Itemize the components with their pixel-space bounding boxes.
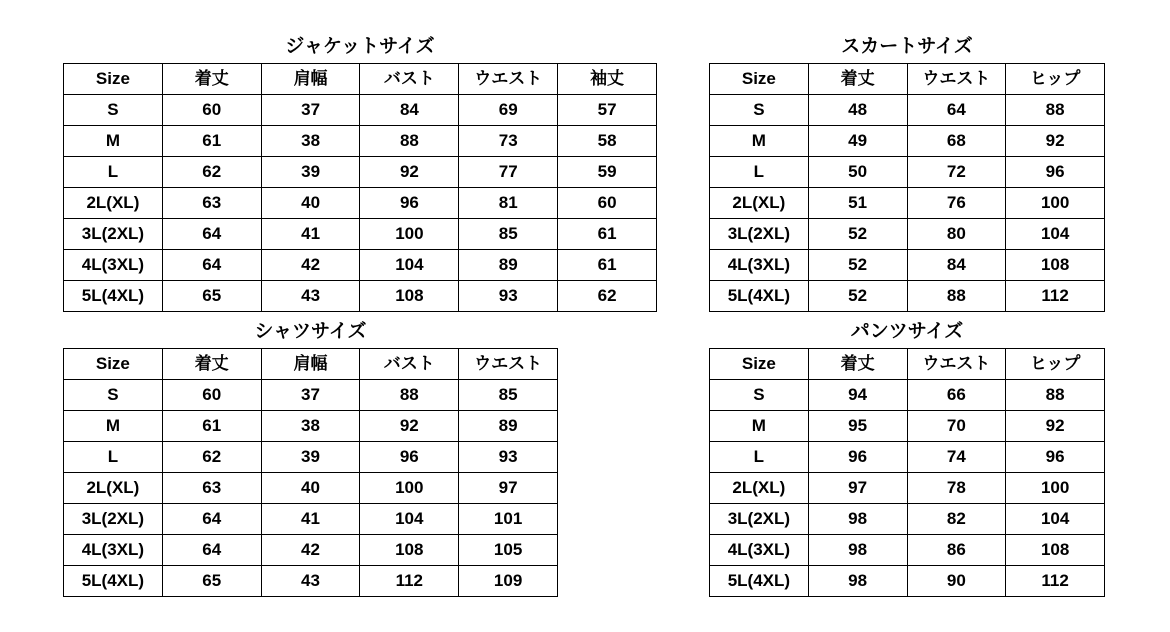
size-label-cell: 4L(3XL) [64, 250, 163, 281]
table-row [64, 219, 657, 250]
measurement-cell: 100 [1006, 188, 1105, 219]
header-measurement: 着丈 [162, 349, 261, 380]
size-label-cell: 3L(2XL) [710, 219, 809, 250]
measurement-cell: 88 [1006, 95, 1105, 126]
table-row [710, 566, 1105, 597]
measurement-cell: 60 [162, 380, 261, 411]
measurement-cell: 52 [808, 250, 907, 281]
table-row [64, 157, 657, 188]
header-size: Size [64, 64, 163, 95]
measurement-cell: 64 [162, 250, 261, 281]
measurement-cell: 61 [162, 126, 261, 157]
measurement-cell: 92 [360, 157, 459, 188]
table-row [710, 380, 1105, 411]
measurement-cell: 112 [1006, 281, 1105, 312]
measurement-cell: 43 [261, 281, 360, 312]
jacket-size-table [63, 63, 657, 312]
measurement-cell: 42 [261, 250, 360, 281]
measurement-cell: 73 [459, 126, 558, 157]
measurement-cell: 89 [459, 250, 558, 281]
measurement-cell: 86 [907, 535, 1006, 566]
size-label-cell: M [64, 126, 163, 157]
measurement-cell: 72 [907, 157, 1006, 188]
measurement-cell: 65 [162, 281, 261, 312]
measurement-cell: 96 [808, 442, 907, 473]
measurement-cell: 37 [261, 95, 360, 126]
measurement-cell: 64 [162, 504, 261, 535]
size-label-cell: L [710, 442, 809, 473]
table-row [710, 535, 1105, 566]
table-row [64, 442, 558, 473]
measurement-cell: 96 [1006, 442, 1105, 473]
measurement-cell: 108 [360, 535, 459, 566]
measurement-cell: 82 [907, 504, 1006, 535]
pants-table-title: パンツサイズ [850, 320, 964, 342]
size-label-cell: 5L(4XL) [64, 566, 163, 597]
measurement-cell: 43 [261, 566, 360, 597]
size-label-cell: 2L(XL) [710, 473, 809, 504]
table-row [64, 473, 558, 504]
table-row [710, 157, 1105, 188]
size-label-cell: 5L(4XL) [64, 281, 163, 312]
header-measurement: 肩幅 [261, 64, 360, 95]
measurement-cell: 100 [360, 219, 459, 250]
measurement-cell: 88 [360, 126, 459, 157]
measurement-cell: 58 [558, 126, 657, 157]
table-row [64, 411, 558, 442]
measurement-cell: 104 [1006, 219, 1105, 250]
table-row [64, 95, 657, 126]
size-label-cell: L [710, 157, 809, 188]
measurement-cell: 84 [360, 95, 459, 126]
shirt-table-title: シャツサイズ [254, 320, 367, 342]
measurement-cell: 39 [261, 157, 360, 188]
measurement-cell: 64 [907, 95, 1006, 126]
header-measurement: バスト [360, 349, 459, 380]
skirt-size-table [709, 63, 1105, 312]
measurement-cell: 108 [360, 281, 459, 312]
measurement-cell: 92 [1006, 126, 1105, 157]
table-row [710, 504, 1105, 535]
measurement-cell: 66 [907, 380, 1006, 411]
measurement-cell: 85 [459, 380, 558, 411]
measurement-cell: 93 [459, 442, 558, 473]
table-header-row [64, 64, 657, 95]
measurement-cell: 105 [459, 535, 558, 566]
size-label-cell: S [64, 380, 163, 411]
table-row [710, 442, 1105, 473]
measurement-cell: 40 [261, 188, 360, 219]
table-header-row [64, 349, 558, 380]
size-label-cell: M [710, 126, 809, 157]
header-measurement: 肩幅 [261, 349, 360, 380]
measurement-cell: 57 [558, 95, 657, 126]
measurement-cell: 98 [808, 566, 907, 597]
measurement-cell: 63 [162, 188, 261, 219]
measurement-cell: 60 [558, 188, 657, 219]
measurement-cell: 76 [907, 188, 1006, 219]
table-row [64, 504, 558, 535]
measurement-cell: 64 [162, 535, 261, 566]
measurement-cell: 89 [459, 411, 558, 442]
header-measurement: ウエスト [907, 64, 1006, 95]
measurement-cell: 112 [360, 566, 459, 597]
measurement-cell: 90 [907, 566, 1006, 597]
measurement-cell: 70 [907, 411, 1006, 442]
size-label-cell: 3L(2XL) [64, 219, 163, 250]
measurement-cell: 97 [459, 473, 558, 504]
measurement-cell: 41 [261, 219, 360, 250]
measurement-cell: 112 [1006, 566, 1105, 597]
header-size: Size [710, 349, 809, 380]
measurement-cell: 84 [907, 250, 1006, 281]
measurement-cell: 61 [558, 250, 657, 281]
table-row [64, 281, 657, 312]
table-row [710, 473, 1105, 504]
pants-size-table [709, 348, 1105, 597]
measurement-cell: 52 [808, 281, 907, 312]
table-row [64, 250, 657, 281]
measurement-cell: 96 [360, 188, 459, 219]
header-measurement: ウエスト [459, 349, 558, 380]
measurement-cell: 88 [360, 380, 459, 411]
size-label-cell: L [64, 442, 163, 473]
header-measurement: 着丈 [808, 349, 907, 380]
measurement-cell: 62 [162, 157, 261, 188]
table-row [64, 535, 558, 566]
measurement-cell: 61 [558, 219, 657, 250]
size-label-cell: 5L(4XL) [710, 566, 809, 597]
measurement-cell: 60 [162, 95, 261, 126]
size-label-cell: 5L(4XL) [710, 281, 809, 312]
size-label-cell: 2L(XL) [64, 188, 163, 219]
measurement-cell: 81 [459, 188, 558, 219]
measurement-cell: 93 [459, 281, 558, 312]
measurement-cell: 38 [261, 411, 360, 442]
measurement-cell: 88 [1006, 380, 1105, 411]
table-row [64, 380, 558, 411]
measurement-cell: 94 [808, 380, 907, 411]
header-measurement: 着丈 [808, 64, 907, 95]
measurement-cell: 61 [162, 411, 261, 442]
table-header-row [710, 64, 1105, 95]
header-measurement: ウエスト [459, 64, 558, 95]
measurement-cell: 92 [1006, 411, 1105, 442]
table-row [64, 566, 558, 597]
measurement-cell: 104 [360, 504, 459, 535]
size-label-cell: 4L(3XL) [710, 250, 809, 281]
header-measurement: ウエスト [907, 349, 1006, 380]
measurement-cell: 62 [558, 281, 657, 312]
header-measurement: バスト [360, 64, 459, 95]
table-row [710, 126, 1105, 157]
measurement-cell: 41 [261, 504, 360, 535]
header-size: Size [710, 64, 809, 95]
measurement-cell: 38 [261, 126, 360, 157]
measurement-cell: 96 [360, 442, 459, 473]
measurement-cell: 85 [459, 219, 558, 250]
size-label-cell: 3L(2XL) [64, 504, 163, 535]
measurement-cell: 49 [808, 126, 907, 157]
table-row [710, 95, 1105, 126]
measurement-cell: 98 [808, 535, 907, 566]
measurement-cell: 97 [808, 473, 907, 504]
jacket-table-title: ジャケットサイズ [285, 35, 435, 57]
table-row [64, 188, 657, 219]
measurement-cell: 51 [808, 188, 907, 219]
measurement-cell: 59 [558, 157, 657, 188]
measurement-cell: 77 [459, 157, 558, 188]
measurement-cell: 100 [360, 473, 459, 504]
table-row [710, 188, 1105, 219]
size-label-cell: L [64, 157, 163, 188]
measurement-cell: 104 [1006, 504, 1105, 535]
size-label-cell: 4L(3XL) [710, 535, 809, 566]
measurement-cell: 80 [907, 219, 1006, 250]
size-label-cell: 2L(XL) [710, 188, 809, 219]
size-label-cell: S [64, 95, 163, 126]
measurement-cell: 104 [360, 250, 459, 281]
measurement-cell: 95 [808, 411, 907, 442]
measurement-cell: 64 [162, 219, 261, 250]
shirt-size-table [63, 348, 558, 597]
measurement-cell: 50 [808, 157, 907, 188]
measurement-cell: 68 [907, 126, 1006, 157]
measurement-cell: 108 [1006, 250, 1105, 281]
measurement-cell: 98 [808, 504, 907, 535]
size-label-cell: S [710, 380, 809, 411]
measurement-cell: 65 [162, 566, 261, 597]
header-measurement: ヒップ [1006, 349, 1105, 380]
size-label-cell: 2L(XL) [64, 473, 163, 504]
measurement-cell: 52 [808, 219, 907, 250]
measurement-cell: 63 [162, 473, 261, 504]
size-label-cell: M [64, 411, 163, 442]
header-measurement: 着丈 [162, 64, 261, 95]
measurement-cell: 37 [261, 380, 360, 411]
measurement-cell: 62 [162, 442, 261, 473]
table-row [710, 281, 1105, 312]
measurement-cell: 96 [1006, 157, 1105, 188]
size-label-cell: 4L(3XL) [64, 535, 163, 566]
measurement-cell: 42 [261, 535, 360, 566]
measurement-cell: 101 [459, 504, 558, 535]
header-size: Size [64, 349, 163, 380]
table-header-row [710, 349, 1105, 380]
measurement-cell: 48 [808, 95, 907, 126]
measurement-cell: 40 [261, 473, 360, 504]
header-measurement: 袖丈 [558, 64, 657, 95]
table-row [710, 219, 1105, 250]
measurement-cell: 92 [360, 411, 459, 442]
measurement-cell: 109 [459, 566, 558, 597]
size-label-cell: 3L(2XL) [710, 504, 809, 535]
size-label-cell: S [710, 95, 809, 126]
measurement-cell: 108 [1006, 535, 1105, 566]
table-row [710, 250, 1105, 281]
measurement-cell: 88 [907, 281, 1006, 312]
measurement-cell: 39 [261, 442, 360, 473]
measurement-cell: 74 [907, 442, 1006, 473]
measurement-cell: 100 [1006, 473, 1105, 504]
table-row [64, 126, 657, 157]
header-measurement: ヒップ [1006, 64, 1105, 95]
table-row [710, 411, 1105, 442]
measurement-cell: 69 [459, 95, 558, 126]
size-label-cell: M [710, 411, 809, 442]
measurement-cell: 78 [907, 473, 1006, 504]
skirt-table-title: スカートサイズ [841, 35, 973, 57]
